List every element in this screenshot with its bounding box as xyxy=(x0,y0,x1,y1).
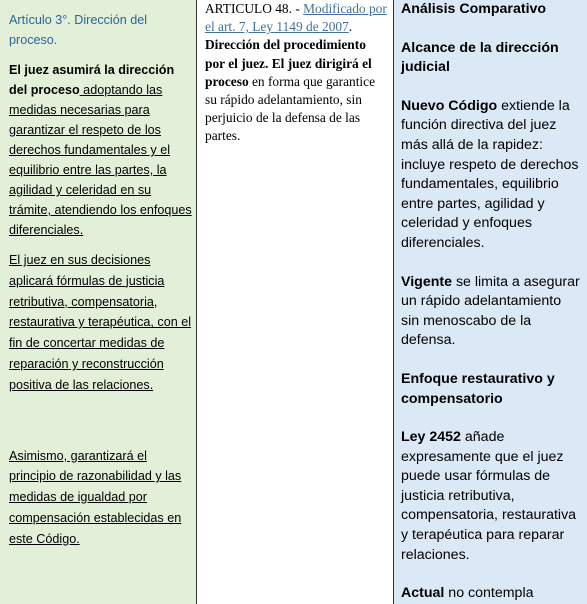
analysis-column xyxy=(394,0,587,604)
bold-phrase: El juez asumirá la dirección del proceso xyxy=(9,63,175,97)
current-label: Vigente xyxy=(401,273,452,290)
section-title-scope xyxy=(401,39,583,78)
paragraph-current xyxy=(401,273,583,351)
paragraph-direction xyxy=(9,60,192,240)
paragraph-actual xyxy=(401,584,583,604)
paragraph-reasonability: Asimismo, garantizará el principio de razonabilidad y las medidas de igualdad por compensación establecidas en este Código. xyxy=(9,448,182,546)
modified-link[interactable]: Modificado por el art. 7, Ley 1149 de 2007 xyxy=(205,1,387,35)
new-code-column xyxy=(0,0,197,604)
paragraph-justice: El juez en sus decisiones aplicará fórmulas de justicia retributiva, compensatoria, restaurativa y terapéutica, con el fin de concertar medidas de reparación y reconstrucción positiva de las relaciones. xyxy=(9,253,192,392)
section-title-restorative-text: Enfoque restaurativo y compensatorio xyxy=(401,370,555,407)
article-48-paragraph xyxy=(205,0,387,146)
new-code-text: extiende la función directiva del juez más allá de la rapidez: incluye respeto de derechos fundamentales, equilibrio entre partes, agilidad y celeridad y enfoques diferenciales. xyxy=(401,97,579,251)
actual-label: Actual xyxy=(401,585,445,602)
actual-text: no contempla xyxy=(444,585,534,602)
article-heading: Artículo 3°. Dirección del proceso. xyxy=(9,13,148,47)
law-label: Ley 2452 xyxy=(401,429,461,446)
separator-dot: . xyxy=(348,19,353,35)
current-code-column xyxy=(197,0,394,604)
article-rest: en forma que garantice su rápido adelantamiento, sin perjuicio de la defensa de las partes. xyxy=(205,73,376,144)
section-title-restorative xyxy=(401,370,583,409)
analysis-title xyxy=(401,0,583,20)
paragraph-new-code xyxy=(401,97,583,254)
article-bold: Dirección del procedimiento por el juez. El juez dirigirá el proceso xyxy=(205,37,372,89)
section-title-scope-text: Alcance de la dirección judicial xyxy=(401,39,559,76)
analysis-title-text: Análisis Comparativo xyxy=(401,1,547,17)
paragraph-law xyxy=(401,428,583,565)
article-number: ARTICULO 48. - xyxy=(205,1,304,16)
new-code-label: Nuevo Código xyxy=(401,97,498,114)
underlined-text: adoptando las medidas necesarias para garantizar el respeto de los derechos fundamentales y el equilibrio entre las partes, la agilidad y celeridad en su trámite, atendiendo los enfoques diferenciales. xyxy=(9,83,192,237)
current-text: se limita a asegurar un rápido adelantamiento sin menoscabo de la defensa. xyxy=(401,273,580,349)
law-text: añade expresamente que el juez puede usar fórmulas de justicia retributiva, compensatoria, restaurativa y terapéutica para reparar relaciones. xyxy=(401,429,577,563)
